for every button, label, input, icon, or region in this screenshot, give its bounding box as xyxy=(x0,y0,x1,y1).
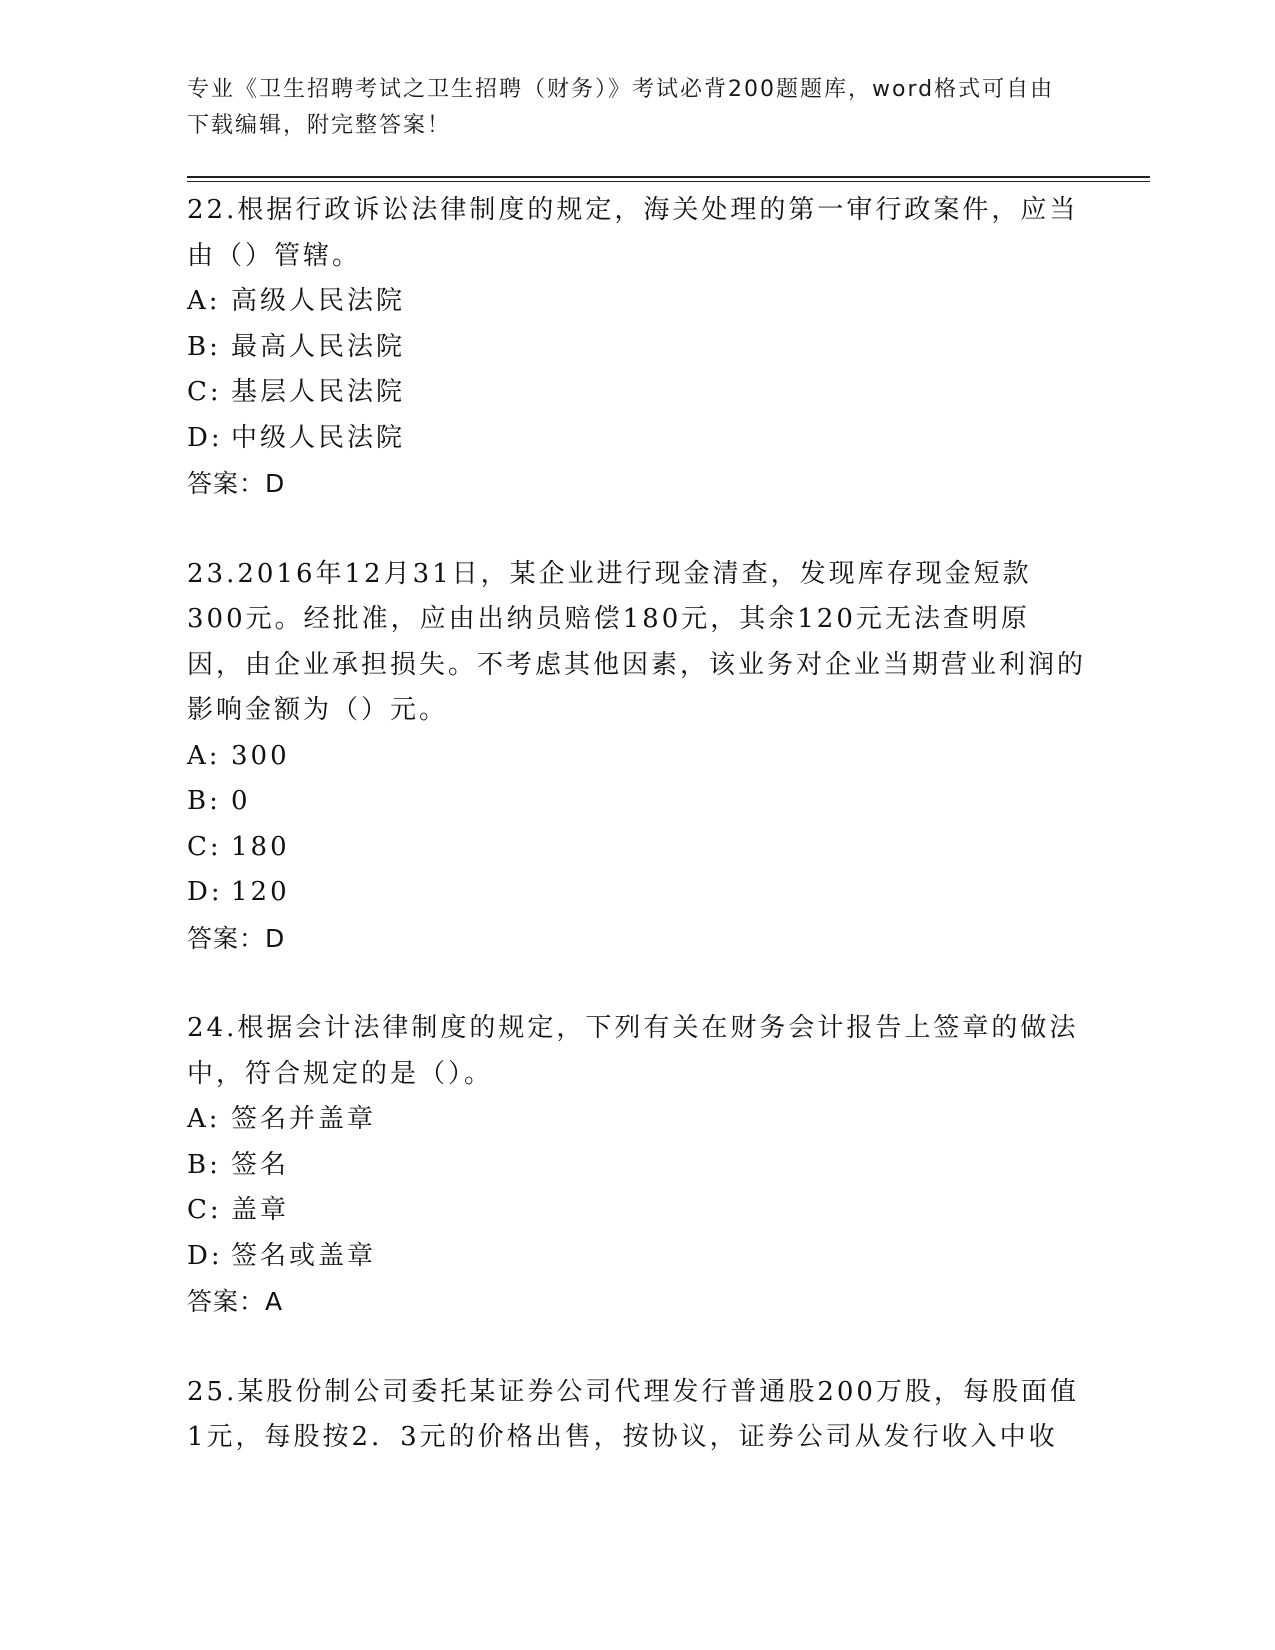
option-key: A: xyxy=(187,286,221,316)
option-d xyxy=(187,870,1087,916)
document-header: 专业《卫生招聘考试之卫生招聘（财务）》考试必背200题题库，word格式可自由下载编辑，附完整答案！ xyxy=(187,77,1055,138)
option-text: 基层人民法院 xyxy=(231,377,406,407)
option-text: 300 xyxy=(231,740,290,771)
question-24 xyxy=(187,1006,1087,1325)
header-rule-thin xyxy=(187,181,1150,182)
option-key: D: xyxy=(187,877,223,907)
question-list xyxy=(187,188,1087,1506)
option-text: 120 xyxy=(231,877,290,907)
question-23 xyxy=(187,552,1087,962)
option-a xyxy=(187,1097,1087,1143)
option-key: A: xyxy=(187,1104,221,1134)
option-text: 180 xyxy=(231,831,290,862)
option-key: C: xyxy=(187,1195,222,1225)
option-text: 签名或盖章 xyxy=(231,1240,377,1271)
option-text: 签名并盖章 xyxy=(231,1104,377,1134)
option-text: 盖章 xyxy=(231,1195,290,1225)
option-key: C: xyxy=(187,831,222,862)
option-text: 0 xyxy=(231,786,251,816)
answer-line: 答案：A xyxy=(187,1287,284,1316)
option-key: D: xyxy=(187,422,223,453)
option-key: A: xyxy=(187,740,221,771)
question-stem: 23.2016年12月31日，某企业进行现金清查，发现库存现金短款300元。经批准，应由出纳员赔偿180元，其余120元无法查明原因，由企业承担损失。不考虑其他因素，该业务对企业当期营业利润的影响金额为（）元。 xyxy=(187,558,1087,725)
answer-line: 答案：D xyxy=(187,469,286,498)
header-rule-thick xyxy=(187,176,1150,178)
question-22 xyxy=(187,188,1087,507)
option-c xyxy=(187,370,1087,416)
question-25 xyxy=(187,1370,1087,1461)
question-stem: 25.某股份制公司委托某证券公司代理发行普通股200万股，每股面值1元，每股按2．3元的价格出售，按协议，证券公司从发行收入中收 xyxy=(187,1376,1079,1452)
option-key: B: xyxy=(187,1149,221,1180)
option-a xyxy=(187,279,1087,325)
option-key: D: xyxy=(187,1240,223,1271)
option-b xyxy=(187,1143,1087,1189)
option-key: B: xyxy=(187,331,221,362)
option-key: B: xyxy=(187,786,221,816)
question-stem: 24.根据会计法律制度的规定，下列有关在财务会计报告上签章的做法中，符合规定的是（）。 xyxy=(187,1013,1079,1089)
option-key: C: xyxy=(187,377,222,407)
option-text: 高级人民法院 xyxy=(231,286,406,316)
answer-line: 答案：D xyxy=(187,923,286,953)
option-text: 签名 xyxy=(231,1149,290,1180)
question-stem: 22.根据行政诉讼法律制度的规定，海关处理的第一审行政案件，应当由（）管辖。 xyxy=(187,195,1079,271)
option-text: 中级人民法院 xyxy=(231,422,406,453)
option-a xyxy=(187,734,1087,780)
option-c xyxy=(187,1188,1087,1234)
option-d xyxy=(187,1234,1087,1280)
option-b xyxy=(187,325,1087,371)
option-d xyxy=(187,416,1087,462)
option-text: 最高人民法院 xyxy=(231,331,406,362)
option-c xyxy=(187,825,1087,871)
option-b xyxy=(187,779,1087,825)
